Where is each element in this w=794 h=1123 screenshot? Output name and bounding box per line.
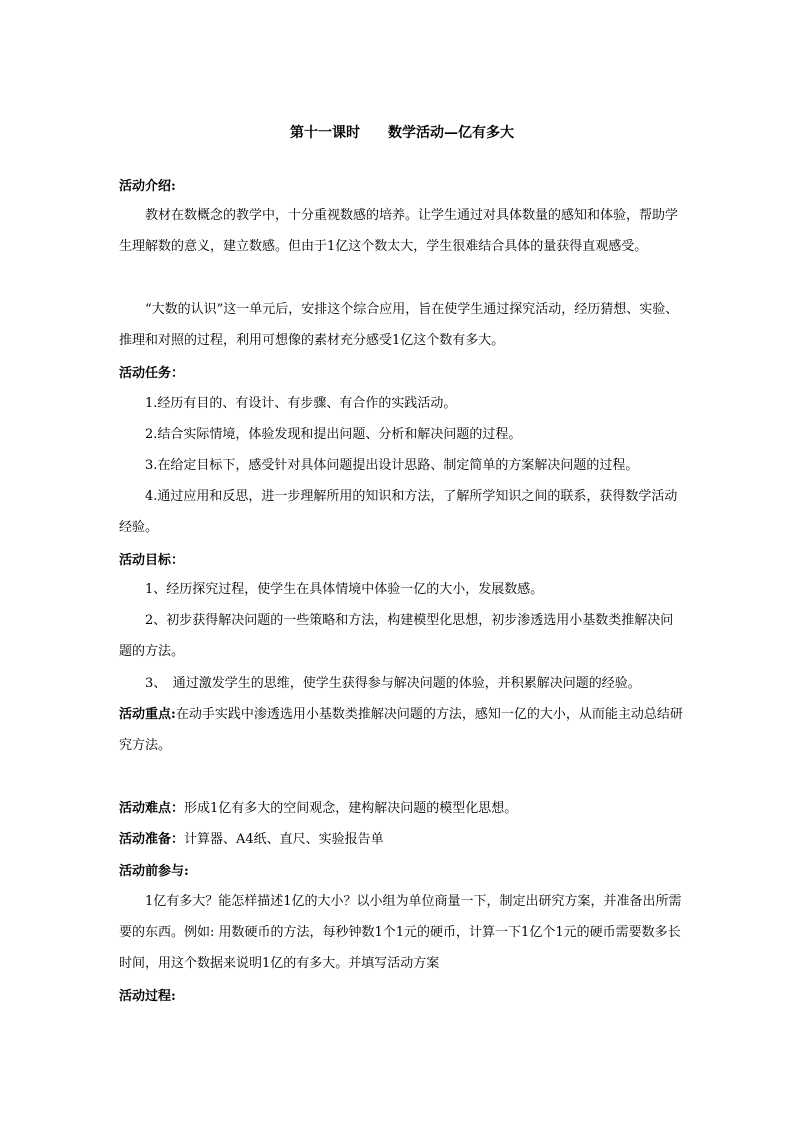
key-point-label: 活动重点:: [119, 707, 176, 722]
goal-item-3: 3、 通过激发学生的思维，使学生获得参与解决问题的体验，并积累解决问题的经验。: [145, 676, 641, 691]
intro-heading: 活动介绍:: [119, 179, 176, 194]
task-item-1: 1.经历有目的、有设计、有步骤、有合作的实践活动。: [145, 396, 457, 411]
preparation-text: 计算器、A4纸、直尺、实验报告单: [184, 832, 384, 847]
key-point-row: [119, 699, 685, 761]
preparation-label: 活动准备：: [119, 832, 185, 847]
difficulty-text: 形成1亿有多大的空间观念，建构解决问题的模型化思想。: [184, 801, 518, 816]
document-page: [119, 0, 685, 1123]
process-heading: 活动过程:: [119, 989, 176, 1004]
task-item-4: 4.通过应用和反思，进一步理解所用的知识和方法，了解所学知识之间的联系，获得数学活动经验。: [119, 489, 678, 535]
key-point-text: 在动手实践中渗透选用小基数类推解决问题的方法，感知一亿的大小，从而能主动总结研究方法。: [119, 707, 683, 753]
intro-paragraph-2: “大数的认识”这一单元后，安排这个综合应用，旨在使学生通过探究活动，经历猜想、实验、推理和对照的过程，利用可想像的素材充分感受1亿这个数有多大。: [119, 302, 679, 348]
page-title: 第十一课时 数学活动—亿有多大: [290, 125, 514, 141]
difficulty-label: 活动难点：: [119, 801, 185, 816]
preparation-row: [119, 824, 685, 855]
pre-activity-paragraph: 1亿有多大？能怎样描述1亿的大小？以小组为单位商量一下，制定出研究方案，并准备出所需要的东西。例如: 用数硬币的方法，每秒钟数1个1元的硬币，计算一下1亿个1元的硬币需要数多长时间，用这个数据来说明1亿的有多大。并填写活动方案: [119, 894, 682, 971]
goals-heading: 活动目标：: [119, 553, 185, 568]
goal-item-2: 2、初步获得解决问题的一些策略和方法，构建模型化思想，初步渗透选用小基数类推解决问题的方法。: [119, 613, 674, 659]
difficulty-row: [119, 793, 685, 824]
goal-item-1: 1、经历探究过程，使学生在具体情境中体验一亿的大小，发展数感。: [145, 582, 544, 597]
tasks-heading: 活动任务：: [119, 366, 185, 381]
task-item-3: 3.在给定目标下，感受针对具体问题提出设计思路、制定简单的方案解决问题的过程。: [145, 458, 639, 473]
intro-paragraph-1: 教材在数概念的教学中，十分重视数感的培养。让学生通过对具体数量的感知和体验，帮助学生理解数的意义，建立数感。但由于1亿这个数太大，学生很难结合具体的量获得直观感受。: [119, 208, 679, 254]
pre-activity-heading: 活动前参与:: [119, 864, 189, 879]
task-item-2: 2.结合实际情境，体验发现和提出问题、分析和解决问题的过程。: [145, 427, 522, 442]
